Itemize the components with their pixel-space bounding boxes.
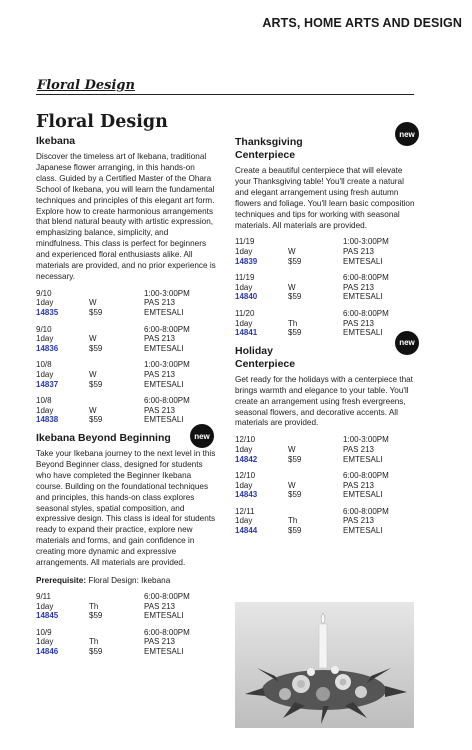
session-length: 1day [36, 298, 54, 308]
session-room: PAS 213 [343, 480, 374, 490]
centerpiece-image [235, 602, 414, 728]
session-date: 9/11 [36, 591, 51, 601]
prerequisite [36, 575, 216, 586]
session-room: PAS 213 [144, 405, 175, 415]
session-instructor: EMTESALI [343, 454, 383, 464]
session-instructor: EMTESALI [144, 646, 184, 656]
session-length: 1day [36, 405, 54, 415]
session-instructor: EMTESALI [343, 526, 383, 536]
session-time: 6:00-8:00PM [144, 591, 190, 601]
new-badge: new [190, 424, 214, 448]
session-row [36, 360, 216, 389]
page-header-title: ARTS, HOME ARTS AND DESIGN [262, 16, 462, 30]
course-code[interactable]: 14846 [36, 646, 59, 656]
new-badge: new [395, 122, 419, 146]
session-room: PAS 213 [144, 637, 175, 647]
session-date: 11/19 [235, 273, 255, 283]
course-code[interactable]: 14839 [235, 256, 258, 266]
new-badge: new [395, 331, 419, 355]
course-title: Holiday Centerpiece [235, 344, 296, 370]
session-date: 12/11 [235, 506, 255, 516]
section-heading: Floral Design [37, 78, 135, 93]
spacer [288, 273, 343, 283]
session-room: PAS 213 [343, 318, 374, 328]
session-instructor: EMTESALI [144, 308, 184, 318]
session-length: 1day [235, 318, 253, 328]
spacer [89, 360, 144, 370]
session-row [235, 471, 415, 500]
spacer [288, 507, 343, 517]
session-date: 11/19 [235, 237, 255, 247]
session-row [36, 396, 216, 425]
session-length: 1day [36, 370, 54, 380]
session-date: 9/10 [36, 324, 52, 334]
session-room: PAS 213 [144, 298, 175, 308]
divider [36, 94, 414, 95]
session-price: $59 [288, 292, 302, 302]
session-room: PAS 213 [343, 444, 374, 454]
session-time: 6:00-8:00PM [343, 471, 389, 481]
session-day: Th [288, 318, 298, 328]
session-time: 6:00-8:00PM [343, 273, 389, 283]
session-room: PAS 213 [343, 247, 374, 257]
course-code[interactable]: 14836 [36, 343, 59, 353]
session-instructor: EMTESALI [144, 415, 184, 425]
session-date: 10/8 [36, 360, 52, 370]
session-day: W [288, 444, 296, 454]
spacer [89, 396, 144, 406]
course-description: Discover the timeless art of Ikebana, traditional Japanese flower arranging, in this hands-on class. Guided by a Certified Master of the Ohara School of Ikebana, you will learn the fundamental techniques and principles of this elegant art form. Explore how to create harmonious arrangements that blend natural beauty with artistic expression, emphasizing balance, simplicity, and mindfulness. This class is perfect for beginners and experienced floral enthusiasts alike. All materials are provided, and no prior experience is necessary. [36, 152, 216, 281]
session-room: PAS 213 [343, 516, 374, 526]
left-column [36, 112, 216, 664]
session-price: $59 [89, 611, 103, 621]
session-row [36, 325, 216, 354]
session-room: PAS 213 [144, 601, 175, 611]
course-title: Thanksgiving Centerpiece [235, 136, 303, 161]
session-instructor: EMTESALI [343, 256, 383, 266]
session-price: $59 [288, 328, 302, 338]
course-block [235, 129, 415, 338]
course-list [235, 129, 415, 536]
session-length: 1day [235, 282, 253, 292]
spacer [89, 289, 144, 299]
session-day: W [89, 334, 97, 344]
session-row [36, 592, 216, 621]
spacer [89, 628, 144, 638]
session-price: $59 [89, 343, 103, 353]
session-length: 1day [36, 334, 54, 344]
course-code[interactable]: 14835 [36, 308, 59, 318]
course-code[interactable]: 14838 [36, 415, 59, 425]
session-day: Th [89, 601, 99, 611]
session-instructor: EMTESALI [343, 490, 383, 500]
session-date: 9/10 [36, 288, 52, 298]
session-length: 1day [235, 247, 253, 257]
session-day: W [89, 405, 97, 415]
session-price: $59 [288, 256, 302, 266]
spacer [288, 237, 343, 247]
spacer [89, 592, 144, 602]
session-length: 1day [235, 516, 253, 526]
session-date: 10/8 [36, 396, 52, 406]
course-code[interactable]: 14842 [235, 454, 258, 464]
spacer [89, 325, 144, 335]
session-date: 12/10 [235, 435, 256, 445]
session-room: PAS 213 [343, 282, 374, 292]
session-day: Th [89, 637, 99, 647]
session-price: $59 [288, 526, 302, 536]
prerequisite-label: Prerequisite: [36, 575, 87, 585]
session-date: 10/9 [36, 627, 52, 637]
course-description: Get ready for the holidays with a centerpiece that brings warmth and elegance to your table. You'll create an arrangement using fresh evergreens, seasonal flowers, and decorative accents. All materials are provided. [235, 374, 413, 428]
course-code[interactable]: 14845 [36, 611, 59, 621]
session-time: 6:00-8:00PM [343, 309, 389, 318]
course-block [36, 432, 216, 657]
course-description: Create a beautiful centerpiece that will elevate your Thanksgiving table! You'll create a natural and elegant arrangement using fresh autumn flowers and foliage. You'll learn basic composition techniques and tips for working with seasonal materials. All materials are provided. [235, 166, 415, 230]
session-date: 11/20 [235, 309, 255, 318]
session-row [235, 273, 415, 302]
session-length: 1day [36, 637, 54, 647]
session-day: W [288, 247, 296, 257]
session-row [36, 628, 216, 657]
course-list [36, 135, 216, 657]
session-row [36, 289, 216, 318]
session-time: 1:00-3:00PM [144, 360, 190, 370]
course-title: Ikebana [36, 135, 76, 147]
course-code[interactable]: 14844 [235, 526, 258, 536]
course-block [235, 338, 415, 536]
session-time: 6:00-8:00PM [144, 396, 190, 406]
course-block [36, 135, 216, 425]
course-code[interactable]: 14841 [235, 328, 258, 338]
right-column [235, 129, 415, 543]
session-length: 1day [235, 480, 253, 490]
session-price: $59 [89, 646, 103, 656]
session-price: $59 [89, 415, 103, 425]
centerpiece-photo [235, 602, 414, 728]
session-time: 6:00-8:00PM [144, 627, 190, 637]
session-room: PAS 213 [144, 334, 175, 344]
prerequisite-value: Floral Design: Ikebana [88, 575, 171, 585]
session-length: 1day [36, 601, 54, 611]
session-row [235, 237, 415, 266]
spacer [288, 309, 343, 319]
session-room: PAS 213 [144, 370, 175, 380]
session-instructor: EMTESALI [144, 343, 184, 353]
session-price: $59 [288, 454, 302, 464]
session-day: Th [288, 516, 298, 526]
session-row [235, 309, 415, 338]
session-time: 6:00-8:00PM [343, 506, 389, 516]
session-price: $59 [288, 490, 302, 500]
course-title: Ikebana Beyond Beginning [36, 432, 171, 444]
course-code[interactable]: 14840 [235, 292, 258, 302]
session-date: 12/10 [235, 471, 256, 481]
session-time: 1:00-3:00PM [343, 435, 389, 445]
session-instructor: EMTESALI [144, 379, 184, 389]
spacer [288, 471, 343, 481]
page-title: Floral Design [36, 112, 168, 132]
session-time: 1:00-3:00PM [144, 288, 190, 298]
course-code[interactable]: 14843 [235, 490, 258, 500]
course-description: Take your Ikebana journey to the next level in this Beyond Beginner class, designed for students who have completed the Beginner Ikebana course. Building on the foundational techniques and principles, this hands-on class explores seasonal styles, spatial composition, and expressive design. This class is ideal for students ready to expand their practice, explore new materials and forms, and gain confidence in creating more dynamic and expressive arrangements. All materials are provided. [36, 449, 216, 568]
session-day: W [288, 282, 296, 292]
session-instructor: EMTESALI [144, 611, 184, 621]
session-instructor: EMTESALI [343, 328, 383, 338]
session-day: W [89, 370, 97, 380]
spacer [288, 435, 343, 445]
session-price: $59 [89, 379, 103, 389]
course-code[interactable]: 14837 [36, 379, 59, 389]
session-day: W [288, 480, 296, 490]
session-price: $59 [89, 308, 103, 318]
session-time: 1:00-3:00PM [343, 237, 389, 247]
session-row [235, 435, 415, 464]
session-day: W [89, 298, 97, 308]
session-length: 1day [235, 444, 253, 454]
session-time: 6:00-8:00PM [144, 324, 190, 334]
session-row [235, 507, 415, 536]
session-instructor: EMTESALI [343, 292, 383, 302]
